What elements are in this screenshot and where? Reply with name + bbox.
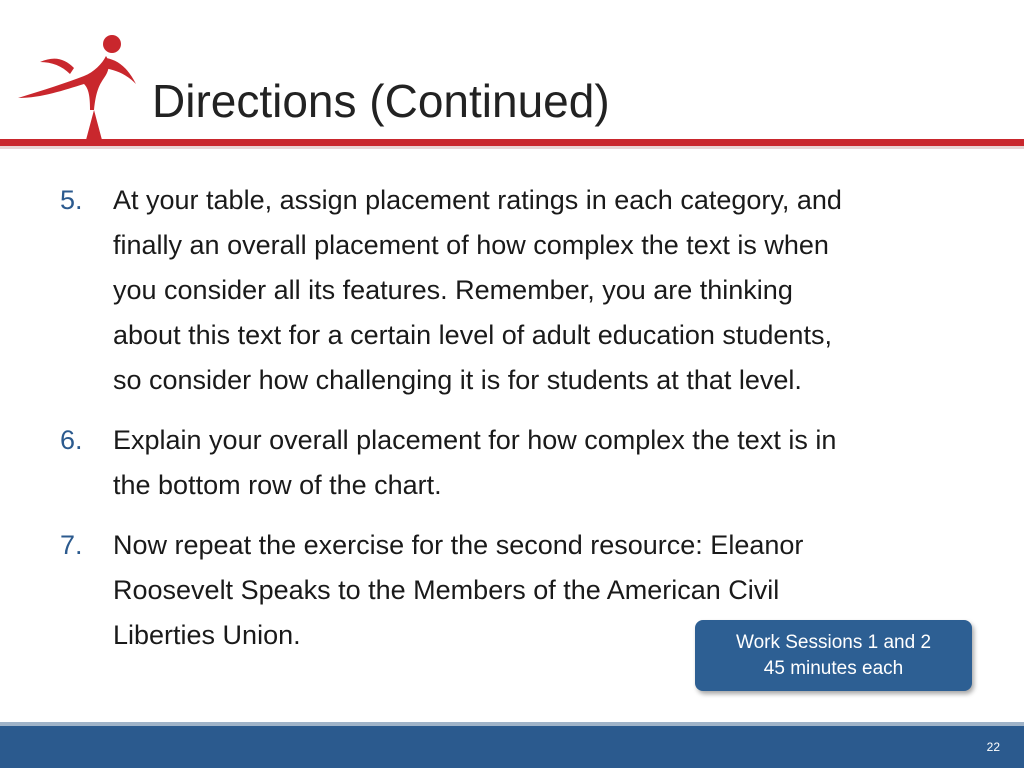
list-item-text: At your table, assign placement ratings in each category, and finally an overall placement of how complex the text is when you consider all its features. Remember, you are thinking about this text for a certain level of adult education students, so consider how challenging it is for students at that level. [113,185,842,395]
list-item [60,178,980,403]
list-item-number: 6. [60,425,83,455]
list-item-number: 5. [60,185,83,215]
slide-title: Directions (Continued) [152,75,610,127]
work-sessions-callout [695,620,972,691]
list-item-number: 7. [60,530,83,560]
callout-line-1: Work Sessions 1 and 2 [735,631,932,653]
list-item-text: Explain your overall placement for how complex the text is in the bottom row of the chart. [113,425,837,500]
list-item [60,418,980,508]
title-divider [0,139,1024,146]
running-figure-logo [14,28,138,140]
callout-line-2: 45 minutes each [763,657,904,679]
list-item-text: Now repeat the exercise for the second resource: Eleanor Roosevelt Speaks to the Members of the American Civil Liberties Union. [113,530,804,650]
directions-list [60,178,980,673]
title-divider-shadow [0,146,1024,149]
page-number: 22 [986,740,1000,754]
footer-bar [0,726,1024,768]
